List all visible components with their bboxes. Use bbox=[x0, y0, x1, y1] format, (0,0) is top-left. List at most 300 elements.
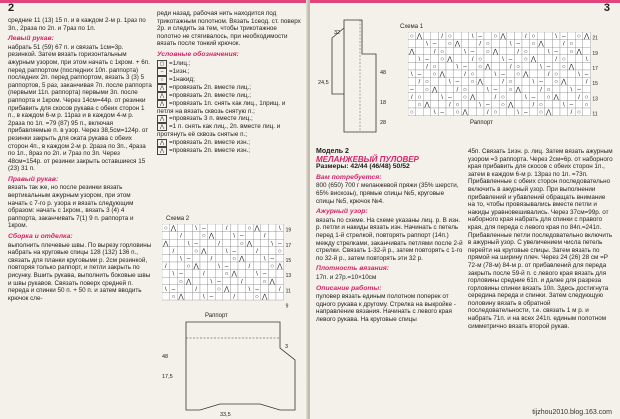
stitch-mark: / bbox=[479, 40, 482, 48]
chart-cell bbox=[552, 40, 560, 48]
chart-cell bbox=[446, 70, 454, 78]
chart-cell bbox=[268, 270, 276, 278]
stitch-mark: ○ bbox=[409, 33, 414, 41]
chart-cell bbox=[438, 40, 446, 48]
stitch-mark: \ bbox=[210, 278, 213, 286]
stitch-mark: ○ bbox=[561, 63, 566, 71]
chart-cell bbox=[215, 270, 223, 278]
stitch-mark: – bbox=[531, 93, 536, 101]
paragraph: набрать 51 (59) 67 п. и связать 1см=3р. резинкой. Затем вязать горизонтальным ажурным узором, при этом начать с 1кром. + 6п. перед раппортом (последних 10п. раппорта) последних 2п. перед раппортом, вязать 3 (3) 5 раппортов, 5 раз, заканчивая 7п. после раппорта (первыми 11п. раппорта) первыми 3п. после раппорта и 1кром. Через 14см=44р. от резинки прибавить для скосов рукава с обеих сторон 1 п., в каждом 6-м р. 11раз и в каждом 4-м р. 2раза по 1п. =79 (87) 95 п., включая прибавляемые п. в узор. Через 38,5см=124р. от резинки закрыть для окатa рукава с обеих сторон 4п., в каждом 2-м р. 2раза по 3п., 4раза по 1п., 8раз по 2п. и 7раз по 3п. Через 48см=154р. от резинки закрыть оставшиеся 15 (23) 31 п. bbox=[8, 43, 152, 173]
stitch-mark: ○ bbox=[554, 71, 559, 79]
stitch-mark: / bbox=[547, 71, 550, 79]
chart-cell bbox=[208, 247, 216, 255]
chart-cell bbox=[537, 32, 545, 40]
chart-cell bbox=[423, 93, 431, 101]
chart-cell bbox=[238, 292, 246, 300]
chart-cell bbox=[170, 254, 178, 262]
chart-cell bbox=[522, 85, 530, 93]
stitch-mark: \ bbox=[418, 55, 421, 63]
left-column bbox=[316, 148, 464, 324]
chart-cell bbox=[276, 254, 284, 262]
chart-cell bbox=[530, 70, 538, 78]
chart-cell bbox=[545, 78, 553, 86]
chart-cell bbox=[230, 224, 238, 232]
stitch-mark: / bbox=[441, 33, 444, 41]
stitch-mark: ⋀ bbox=[576, 48, 582, 56]
stitch-mark: \ bbox=[464, 48, 466, 56]
stitch-mark: – bbox=[539, 78, 543, 86]
stitch-mark: / bbox=[540, 86, 542, 94]
sleeve-outline bbox=[332, 28, 344, 94]
stitch-mark: ⋀ bbox=[545, 109, 552, 117]
stitch-mark: ○ bbox=[447, 33, 452, 41]
row-number: 17 bbox=[285, 242, 292, 249]
chart-cell bbox=[514, 32, 522, 40]
stitch-mark: ○ bbox=[270, 263, 275, 271]
chart-cell bbox=[185, 247, 193, 255]
section-heading: Условные обозначения: bbox=[157, 50, 239, 58]
chart-cell bbox=[215, 224, 223, 232]
stitch-symbol-icon: ⋀ bbox=[157, 139, 167, 147]
chart-cell bbox=[162, 292, 170, 300]
stitch-mark: – bbox=[508, 55, 513, 63]
stitch-mark: – bbox=[262, 270, 267, 278]
stitch-mark: / bbox=[180, 232, 182, 240]
stitch-mark: \ bbox=[509, 40, 512, 48]
legend-text: =1лиц.; bbox=[169, 59, 191, 67]
chart-cell bbox=[170, 262, 178, 270]
chart-cell bbox=[446, 108, 454, 116]
paragraph: выполнить плечевые швы. По вырезу горловины набрать на круговые спицы 128 (132) 136 п., связать для планки круговыми р. 2см резинкой, повторяя только раппорт, и петли закрыть по рисунку. Вшить рукава, выполнить боковые швы и швы рукавов. Связать поверх средней п. переда и спинки 50 п. + 50 п. и затем вводить крючок сле- bbox=[8, 241, 152, 302]
stitch-symbol-icon: ⋀ bbox=[157, 115, 167, 123]
stitch-mark: / bbox=[456, 86, 459, 94]
stitch-mark: ○ bbox=[539, 109, 543, 117]
chart-cell bbox=[416, 108, 424, 116]
chart-cell bbox=[261, 224, 269, 232]
chart-cell bbox=[438, 78, 446, 86]
stitch-mark: \ bbox=[532, 78, 535, 86]
stitch-mark: ○ bbox=[554, 78, 559, 86]
chart-cell bbox=[552, 108, 560, 116]
stitch-mark: – bbox=[410, 86, 414, 94]
dim-label: 48 bbox=[162, 354, 169, 360]
stitch-mark: / bbox=[218, 240, 220, 248]
chart-cell bbox=[469, 40, 477, 48]
stitch-mark: \ bbox=[263, 255, 266, 263]
chart-cell bbox=[484, 70, 492, 78]
stitch-mark: ○ bbox=[485, 40, 490, 48]
paragraph: 17п. и 27р.=10×10см bbox=[316, 273, 377, 281]
stitch-mark: ○ bbox=[440, 55, 445, 63]
model-number: Модель 2 bbox=[316, 148, 349, 155]
stitch-mark: ○ bbox=[417, 101, 422, 109]
stitch-mark: / bbox=[524, 33, 527, 41]
dim-label: 33,5 bbox=[220, 412, 231, 418]
chart-cell bbox=[454, 93, 462, 101]
stitch-mark: \ bbox=[540, 63, 542, 71]
section-heading: Сборка и отделка: bbox=[8, 233, 73, 241]
chart-cell bbox=[583, 62, 591, 70]
stitch-mark: ○ bbox=[485, 48, 490, 56]
stitch-mark: ○ bbox=[531, 40, 536, 48]
chart-cell bbox=[208, 270, 216, 278]
chart-cell bbox=[416, 85, 424, 93]
chart-cell bbox=[507, 32, 515, 40]
stitch-mark: – bbox=[202, 225, 206, 233]
chart-cell bbox=[522, 62, 530, 70]
stitch-mark: / bbox=[585, 78, 588, 86]
stitch-mark: ○ bbox=[201, 232, 206, 240]
chart-cell bbox=[185, 270, 193, 278]
chart-cell bbox=[552, 100, 560, 108]
chart-cell bbox=[162, 247, 170, 255]
chart-cell bbox=[438, 100, 446, 108]
chart-cell bbox=[492, 55, 500, 63]
stitch-mark: – bbox=[255, 285, 259, 293]
chart-cell bbox=[507, 70, 515, 78]
legend-text: =провязать 2п. вместе изн.; bbox=[169, 146, 251, 154]
chart-cell bbox=[484, 55, 492, 63]
chart-cell bbox=[454, 55, 462, 63]
legend-text: =1 п. снять как лиц., 2п. вместе лиц. и протянуть её сквозь снятые п.; bbox=[157, 123, 281, 139]
stitch-mark: ○ bbox=[523, 48, 528, 56]
sleeve-outline bbox=[186, 322, 295, 410]
stitch-mark: \ bbox=[479, 101, 482, 109]
stitch-mark: \ bbox=[278, 225, 281, 233]
chart-cell bbox=[454, 32, 462, 40]
stitch-mark: – bbox=[546, 63, 551, 71]
stitch-mark: / bbox=[263, 232, 266, 240]
chart-cell bbox=[185, 224, 193, 232]
chart-cell bbox=[215, 247, 223, 255]
chart-cell bbox=[185, 285, 193, 293]
chart-cell bbox=[261, 239, 269, 247]
chart-cell bbox=[208, 262, 216, 270]
row-number: 19 bbox=[592, 50, 598, 57]
stitch-mark: – bbox=[217, 278, 221, 286]
stitch-mark: \ bbox=[426, 40, 428, 48]
stitch-mark: ○ bbox=[470, 78, 475, 86]
stitch-mark: / bbox=[486, 109, 489, 117]
chart-cell bbox=[238, 270, 246, 278]
chart-cell bbox=[575, 78, 583, 86]
chart-cell bbox=[253, 232, 261, 240]
stitch-mark: ○ bbox=[508, 86, 513, 94]
stitch-mark: ○ bbox=[277, 247, 282, 255]
stitch-mark: ⋀ bbox=[239, 255, 245, 263]
page-number: 2 bbox=[8, 2, 15, 14]
stitch-mark: ⋀ bbox=[208, 232, 215, 240]
stitch-mark: \ bbox=[441, 93, 444, 101]
stitch-mark: – bbox=[584, 71, 589, 79]
stitch-symbol-icon: – bbox=[157, 68, 167, 76]
stitch-symbol-icon: ⋀ bbox=[157, 84, 167, 92]
chart-cell bbox=[438, 85, 446, 93]
stitch-mark: \ bbox=[164, 285, 167, 293]
stitch-mark: – bbox=[463, 63, 467, 71]
chart-cell bbox=[276, 270, 284, 278]
stitch-mark: \ bbox=[225, 247, 228, 255]
sizes: Размеры: 42/44 (46/48) 50/52 bbox=[316, 163, 410, 171]
stitch-mark: ○ bbox=[584, 101, 589, 109]
chart-cell bbox=[215, 254, 223, 262]
stitch-mark: / bbox=[195, 285, 198, 293]
stitch-mark: ○ bbox=[179, 278, 183, 286]
chart-cell bbox=[162, 232, 170, 240]
stitch-mark: ○ bbox=[262, 278, 267, 286]
chart-cell bbox=[469, 62, 477, 70]
chart-cell bbox=[568, 55, 576, 63]
chart-cell bbox=[492, 62, 500, 70]
stitch-mark: ⋀ bbox=[269, 278, 275, 286]
stitch-mark: \ bbox=[585, 55, 588, 63]
chart-cell bbox=[185, 232, 193, 240]
chart-cell bbox=[514, 100, 522, 108]
dim-label: 17,5 bbox=[162, 374, 173, 380]
stitch-mark: – bbox=[501, 71, 505, 79]
stitch-mark: – bbox=[240, 232, 244, 240]
stitch-mark: ○ bbox=[463, 93, 467, 101]
stitch-mark: ○ bbox=[255, 293, 259, 301]
chart-cell bbox=[230, 277, 238, 285]
stitch-mark: \ bbox=[517, 109, 520, 117]
stitch-mark: ⋀ bbox=[477, 78, 483, 86]
chart-cell bbox=[537, 55, 545, 63]
stitch-mark: / bbox=[418, 78, 421, 86]
chart-cell bbox=[575, 62, 583, 70]
stitch-mark: \ bbox=[471, 33, 474, 41]
chart-cell bbox=[408, 100, 416, 108]
stitch-mark: / bbox=[471, 55, 474, 63]
chart-cell bbox=[469, 85, 477, 93]
chart-cell bbox=[268, 285, 276, 293]
chart-cell bbox=[514, 93, 522, 101]
stitch-mark: \ bbox=[410, 71, 413, 79]
chart-cell bbox=[162, 277, 170, 285]
stitch-mark: ○ bbox=[531, 33, 536, 41]
chart-cell bbox=[484, 93, 492, 101]
chart-cell bbox=[192, 254, 200, 262]
stitch-mark: ○ bbox=[432, 63, 437, 71]
row-number: 15 bbox=[592, 81, 598, 88]
legend-item bbox=[157, 92, 301, 100]
chart-cell bbox=[575, 40, 583, 48]
page-top-bar bbox=[310, 0, 620, 3]
chart-cell bbox=[215, 292, 223, 300]
legend-item bbox=[157, 139, 301, 147]
stitch-mark: / bbox=[256, 247, 258, 255]
stitch-mark: ⋀ bbox=[492, 48, 499, 56]
chart-cell bbox=[177, 262, 185, 270]
stitch-mark: / bbox=[410, 93, 413, 101]
chart-cell bbox=[200, 277, 208, 285]
chart-cell bbox=[545, 100, 553, 108]
chart-cell bbox=[408, 62, 416, 70]
stitch-mark: ⋀ bbox=[409, 48, 415, 56]
stitch-mark: – bbox=[562, 33, 566, 41]
chart-cell bbox=[192, 270, 200, 278]
stitch-mark: – bbox=[493, 86, 498, 94]
chart-cell bbox=[522, 100, 530, 108]
stitch-mark: – bbox=[417, 71, 422, 79]
chart-cell bbox=[261, 247, 269, 255]
chart-cell bbox=[200, 285, 208, 293]
stitch-mark: ○ bbox=[425, 78, 429, 86]
chart-cell bbox=[530, 62, 538, 70]
right-page bbox=[310, 0, 620, 419]
chart-cell bbox=[238, 224, 246, 232]
chart-cell bbox=[537, 93, 545, 101]
stitch-mark: ○ bbox=[232, 255, 237, 263]
stitch-mark: \ bbox=[448, 78, 451, 86]
chart-cell bbox=[454, 47, 462, 55]
chart-cell bbox=[230, 285, 238, 293]
stitch-mark: ○ bbox=[539, 101, 543, 109]
chart-cell bbox=[200, 239, 208, 247]
chart-cell bbox=[431, 55, 439, 63]
chart-cell bbox=[537, 47, 545, 55]
dim-label: 18 bbox=[380, 100, 387, 106]
stitch-mark: ○ bbox=[247, 225, 252, 233]
stitch-mark: ○ bbox=[440, 48, 445, 56]
chart-cell bbox=[476, 108, 484, 116]
chart-cell bbox=[230, 262, 238, 270]
stitch-mark: ○ bbox=[516, 63, 521, 71]
paragraph: вязать по схеме. На схеме указаны лиц. р. В изн. р. петли и накиды вязать изн. Начинать с петель перед 1-й стрелкой, повторять раппорт (14п.) между стрелками, заканчивать петлями после 2-й стрелки. Связать 1-32-й р., затем повторять с 1-го по 32-й р., затем повторять эти 32 р. bbox=[316, 216, 463, 262]
stitch-mark: ○ bbox=[163, 225, 168, 233]
chart-cell bbox=[568, 70, 576, 78]
stitch-mark: \ bbox=[555, 33, 558, 41]
right-column bbox=[468, 148, 614, 331]
stitch-mark: ○ bbox=[493, 109, 498, 117]
paragraph: пуловер вязать единым полотном поперек от одного рукава к другому. Стрелка на выкройке - направление вязания. Начинать с левого края левого рукава. На круговые спицы bbox=[316, 293, 456, 323]
section-heading: Вам потребуется: bbox=[316, 173, 382, 181]
chart-cell bbox=[514, 78, 522, 86]
chart-cell bbox=[507, 108, 515, 116]
chart-cell bbox=[253, 262, 261, 270]
legend-text: =провязать 1п. снять как лиц., 1прищ. и петля на вязать сквозь снятую п.; bbox=[157, 99, 286, 115]
stitch-mark: ⋀ bbox=[431, 86, 438, 94]
stitch-mark: ⋀ bbox=[500, 33, 506, 41]
stitch-mark: / bbox=[555, 55, 558, 63]
page-top-bar bbox=[0, 0, 308, 3]
chart-cell bbox=[238, 262, 246, 270]
stitch-mark: ○ bbox=[493, 33, 498, 41]
chart-cell bbox=[192, 292, 200, 300]
stitch-mark: ○ bbox=[577, 33, 581, 41]
chart-cell bbox=[208, 224, 216, 232]
stitch-mark: ○ bbox=[455, 109, 460, 117]
chart-cell bbox=[522, 40, 530, 48]
stitch-mark: – bbox=[186, 255, 191, 263]
chart-cell bbox=[246, 270, 254, 278]
chart-cell bbox=[162, 270, 170, 278]
stitch-mark: – bbox=[432, 40, 437, 48]
chart-cell bbox=[253, 277, 261, 285]
chart-cell bbox=[476, 85, 484, 93]
chart-cell bbox=[223, 292, 231, 300]
stitch-mark: ⋀ bbox=[523, 71, 529, 79]
stitch-mark: / bbox=[578, 93, 580, 101]
chart-cell bbox=[484, 32, 492, 40]
stitch-mark: ○ bbox=[546, 86, 551, 94]
stitch-symbol-icon: ○ bbox=[157, 76, 167, 84]
chart-cell bbox=[552, 85, 560, 93]
stitch-mark: – bbox=[194, 240, 198, 248]
chart-cell bbox=[416, 40, 424, 48]
knitting-chart-2 bbox=[162, 224, 302, 314]
chart-cell bbox=[507, 93, 515, 101]
stitch-mark: ○ bbox=[501, 93, 505, 101]
chart-cell bbox=[223, 239, 231, 247]
stitch-symbol-icon: ⋀ bbox=[157, 100, 167, 108]
legend-text: =1изн.; bbox=[169, 67, 190, 75]
section-heading: Плотность вязания: bbox=[316, 265, 390, 273]
chart-cell bbox=[431, 32, 439, 40]
stitch-mark: – bbox=[179, 270, 183, 278]
chart-cell bbox=[408, 40, 416, 48]
stitch-mark: \ bbox=[271, 240, 274, 248]
legend-item bbox=[157, 115, 301, 123]
chart-cell bbox=[170, 239, 178, 247]
stitch-mark: ○ bbox=[569, 40, 574, 48]
stitch-mark: \ bbox=[218, 263, 220, 271]
chart-cell bbox=[499, 62, 507, 70]
legend-item bbox=[157, 60, 301, 68]
stitch-mark: – bbox=[278, 240, 282, 248]
stitch-mark: / bbox=[164, 263, 167, 271]
stitch-mark: / bbox=[240, 278, 243, 286]
stitch-mark: ⋀ bbox=[201, 247, 207, 255]
sleeve-schematic bbox=[160, 318, 305, 418]
stitch-mark: ○ bbox=[478, 55, 483, 63]
chart-cell bbox=[499, 108, 507, 116]
stitch-mark: ○ bbox=[186, 263, 191, 271]
chart-cell bbox=[499, 85, 507, 93]
stitch-mark: ○ bbox=[478, 63, 483, 71]
stitch-mark: – bbox=[470, 48, 475, 56]
stitch-mark: ⋀ bbox=[485, 63, 491, 71]
chart-cell bbox=[162, 254, 170, 262]
stitch-mark: ○ bbox=[447, 40, 452, 48]
chart-cell bbox=[170, 232, 178, 240]
chart-cell bbox=[568, 32, 576, 40]
chart-cell bbox=[484, 78, 492, 86]
paragraph: 800 (650) 700 г меланжевой пряжи (35% шерсти, 65% вискозы), прямые спицы №5, круговые спицы №5, крючок №4. bbox=[316, 182, 459, 205]
chart-cell bbox=[230, 239, 238, 247]
legend-text: =провязать 2п. вместе лиц.; bbox=[169, 91, 251, 99]
stitch-mark: ⋀ bbox=[254, 225, 260, 233]
stitch-mark: ○ bbox=[516, 71, 521, 79]
stitch-mark: ○ bbox=[194, 247, 199, 255]
row-number: 21 bbox=[592, 35, 598, 42]
row-number: 19 bbox=[285, 227, 292, 234]
chart-cell bbox=[431, 78, 439, 86]
chart-cell bbox=[253, 239, 261, 247]
chart-cell bbox=[238, 247, 246, 255]
stitch-mark: – bbox=[554, 48, 558, 56]
chart-cell bbox=[170, 277, 178, 285]
stitch-mark: \ bbox=[187, 240, 190, 248]
chart-cell bbox=[185, 292, 193, 300]
row-number: 11 bbox=[285, 288, 291, 295]
chart-cell bbox=[537, 70, 545, 78]
chart-cell bbox=[423, 47, 431, 55]
scheme-label: Схема 2 bbox=[166, 216, 190, 222]
legend-item bbox=[157, 123, 301, 139]
chart-cell bbox=[492, 100, 500, 108]
section-heading: Правый рукав: bbox=[8, 175, 59, 183]
